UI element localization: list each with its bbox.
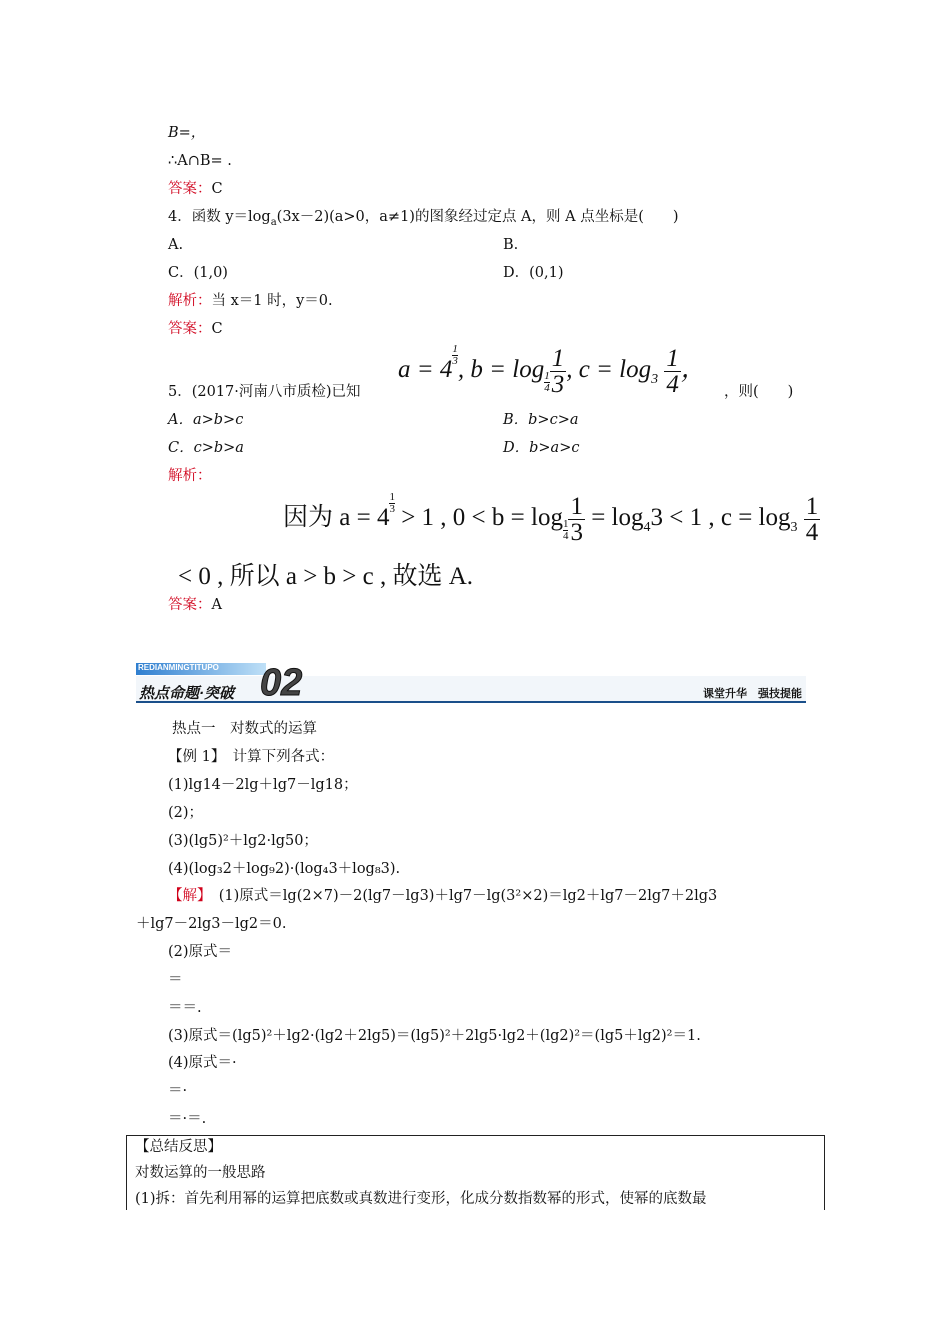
- solution-4b: ＝·: [168, 1083, 188, 1099]
- summary-title: 【总结反思】: [135, 1139, 222, 1155]
- c-base: 3: [651, 372, 659, 388]
- q4-stem-start: 4．函数 y＝log: [168, 209, 271, 225]
- analysis-text: 当 x＝1 时，y＝0.: [211, 293, 333, 309]
- hot1-title: 热点一 对数式的运算: [172, 721, 317, 737]
- q5-stem-end: ，则( ): [724, 384, 794, 400]
- q5-formula: [398, 343, 706, 398]
- formula-a: a = 4: [398, 356, 453, 384]
- answer-label: 答案：: [168, 181, 212, 197]
- solution-3: (3)原式＝(lg5)²＋lg2·(lg2＋2lg5)＝(lg5)²＋2lg5·lg2＋(lg2)²＝(lg5＋lg2)²＝1.: [168, 1028, 701, 1044]
- example-label: 【例 1】: [168, 749, 219, 765]
- base-num: 1: [544, 370, 550, 383]
- arg-den: 4: [666, 371, 679, 398]
- arg-den: 3: [551, 371, 565, 398]
- banner-number: 02: [260, 662, 303, 704]
- base-den: 4: [562, 530, 569, 543]
- solution-1b: ＋lg7－2lg3－lg2＝0.: [136, 916, 287, 932]
- q4-stem: [168, 208, 679, 232]
- exp-num: 1: [452, 343, 458, 355]
- q3-answer: [168, 180, 223, 198]
- arg-den: 3: [570, 519, 583, 546]
- base-num: 1: [562, 518, 569, 531]
- example-1: [168, 748, 334, 766]
- solution-1a-text: (1)原式＝lg(2×7)－2(lg7－lg3)＋lg7－lg(3²×2)＝lg2＋lg7－2lg7＋2lg3: [204, 888, 718, 904]
- solution-label: 【解】: [168, 888, 205, 904]
- q5-option-c: C．c>b>a: [168, 440, 244, 456]
- analysis-label: 解析：: [168, 293, 212, 309]
- q3-b-line: B=，: [168, 125, 206, 141]
- arg-num: 1: [551, 345, 565, 372]
- log-sub: 4: [643, 520, 651, 536]
- formula-c: , c = log: [566, 356, 652, 384]
- log-sub: 3: [790, 520, 798, 536]
- c-arg: [664, 346, 681, 397]
- arg-num: 1: [570, 493, 583, 520]
- banner-right-text: 课堂升华 强技提能: [703, 687, 802, 700]
- q5-analysis-label: 解析：: [168, 468, 212, 484]
- banner-title: 热点命题·突破: [139, 685, 234, 702]
- exp-den: 3: [452, 355, 458, 367]
- summary-box: [126, 1135, 825, 1210]
- solution-2c: ＝＝.: [168, 1000, 202, 1016]
- q4-stem-rest: (3x－2)(a>0，a≠1)的图象经过定点 A，则 A 点坐标是( ): [276, 209, 679, 225]
- arg-den: 4: [805, 519, 819, 546]
- b-arg: [550, 346, 567, 397]
- exp-den: 3: [389, 503, 395, 515]
- q4-option-c: C．(1,0): [168, 265, 228, 281]
- solution-2a: (2)原式＝: [168, 944, 233, 960]
- summary-line2: (1)拆：首先利用幂的运算把底数或真数进行变形，化成分数指数幂的形式，使幂的底数最: [135, 1191, 707, 1207]
- q5-option-d: D．b>a>c: [503, 440, 580, 456]
- q5-option-b: B．b>c>a: [503, 412, 579, 428]
- q4-answer: [168, 320, 223, 338]
- exercise-3: (3)(lg5)²＋lg2·lg50；: [168, 833, 318, 849]
- answer-label: 答案：: [168, 597, 212, 613]
- q5-analysis-line2: < 0 , 所以 a > b > c , 故选 A.: [178, 563, 474, 590]
- arg-num: 1: [805, 493, 819, 520]
- line1-part3: = log: [584, 504, 644, 532]
- line1-part1: 因为 a = 4: [283, 504, 390, 532]
- exercise-1: (1)lg14－2lg＋lg7－lg18；: [168, 777, 358, 793]
- q5-analysis-line1: [283, 491, 820, 546]
- base-den: 4: [544, 382, 550, 395]
- section-banner: [136, 661, 806, 703]
- q4-option-b: B.: [503, 237, 519, 253]
- solution-1a: [168, 887, 717, 905]
- exp-num: 1: [389, 491, 395, 503]
- q3-intersection: ∴A∩B= .: [168, 153, 232, 169]
- answer-value: C: [211, 321, 223, 337]
- q4-option-a: A.: [168, 237, 184, 253]
- banner-small-text: REDIANMINGTITUPO: [138, 663, 219, 672]
- arg-num: 1: [666, 345, 679, 372]
- q4-option-d: D．(0,1): [503, 265, 564, 281]
- formula-end: ，: [680, 356, 706, 384]
- solution-2b: ＝: [168, 972, 183, 988]
- c-arg: [804, 494, 821, 545]
- line1-part4: 3 < 1 , c = log: [650, 504, 791, 532]
- formula-b: , b = log: [457, 356, 545, 384]
- exercise-2: (2)；: [168, 805, 204, 821]
- exercise-4: (4)(log₃2＋log₉2)·(log₄3＋log₈3).: [168, 861, 401, 877]
- solution-4a: (4)原式＝·: [168, 1055, 237, 1071]
- example-text: 计算下列各式：: [218, 749, 335, 765]
- answer-value: A: [211, 597, 222, 613]
- answer-value: C: [211, 181, 223, 197]
- q5-answer: [168, 596, 222, 614]
- line1-part2: > 1 , 0 < b = log: [394, 504, 563, 532]
- answer-label: 答案：: [168, 321, 212, 337]
- q5-stem: 5．(2017·河南八市质检)已知: [168, 384, 361, 400]
- summary-line1: 对数运算的一般思路: [135, 1165, 266, 1181]
- solution-4c: ＝·＝.: [168, 1111, 207, 1127]
- q4-stem-sub: a: [270, 216, 277, 228]
- q5-option-a: A．a>b>c: [168, 412, 244, 428]
- q4-analysis: [168, 292, 333, 310]
- log-arg: [568, 494, 585, 545]
